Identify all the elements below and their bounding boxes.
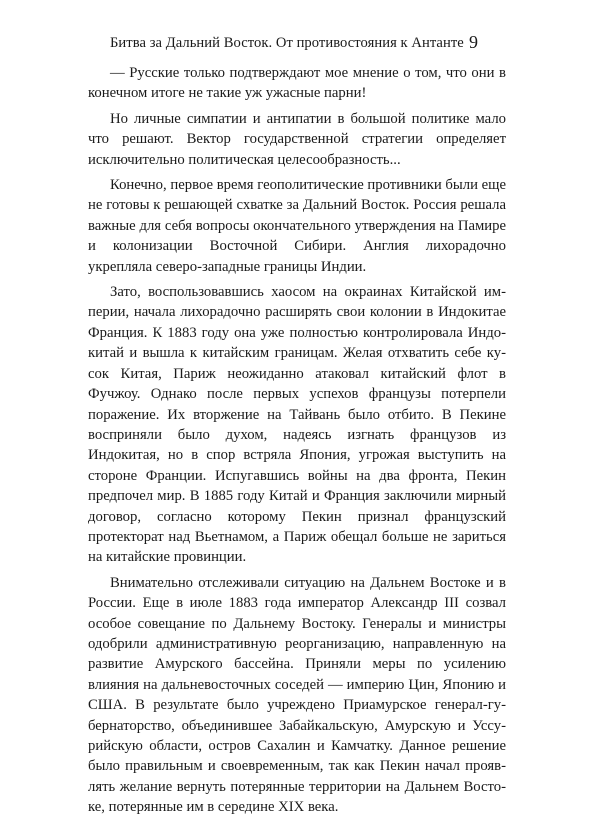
running-title: Битва за Дальний Восток. От противостояния к Антанте	[110, 35, 464, 51]
paragraph: Но личные симпатии и антипатии в большой политике мало что решают. Вектор государственной стратегии определяет исключительно политическая целесообразность...	[88, 110, 506, 168]
body-text	[88, 63, 506, 818]
paragraph: — Русские только подтверждают мое мнение о том, что они в конечном итоге не такие уж ужасные парни!	[88, 65, 506, 102]
paragraph: Зато, воспользовавшись хаосом на окраинах Китайской империи, начала лихорадочно расширять свои колонии в Индокитае Франция. К 1883 году она уже полностью контролировала Индокитай и вышла к китайским границам. Желая отхватить себе кусок Китая, Париж неожиданно атаковал китайский флот в Фучжоу. Однако после первых успехов французы потерпели поражение. Их вторжение на Тайвань было отбито. В Пекине восприняли было духом, надеясь изгнать французов из Индокитая, но в спор встряла Япония, угрожая выступить на стороне Франции. Испугавшись войны на два фронта, Пекин предпочел мир. В 1885 году Китай и Франция заключили мирный договор, согласно которому Пекин признал французский протекторат над Вьетнамом, а Париж обещал больше не зариться на китайские провинции.	[88, 284, 506, 566]
paragraph: Конечно, первое время геополитические противники были еще не готовы к решающей схватке за Дальний Восток. Россия решала важные для себя вопросы окончательного утверждения на Памире и колонизации Восточной Сибири. Англия лихорадочно укрепляла северо-западные границы Индии.	[88, 177, 506, 275]
page-number: 9	[469, 32, 478, 52]
paragraph: Внимательно отслеживали ситуацию на Дальнем Востоке и в России. Еще в июле 1883 года император Александр III созвал особое совещание по Дальнему Востоку. Генералы и министры одобрили административную реорганизацию, направленную на развитие Амурского бассейна. Приняли меры по усилению влияния на дальневосточных соседей — империю Цин, Японию и США. В результате было учреждено Приамурское генерал-губернаторство, объединившее Забайкальскую, Амурскую и Уссурийскую области, остров Сахалин и Камчатку. Данное решение было правильным и своевременным, так как Пекин начал проявлять желание вернуть потерянные территории на Дальнем Востоке, потерянные им в середине XIX века.	[88, 574, 506, 816]
